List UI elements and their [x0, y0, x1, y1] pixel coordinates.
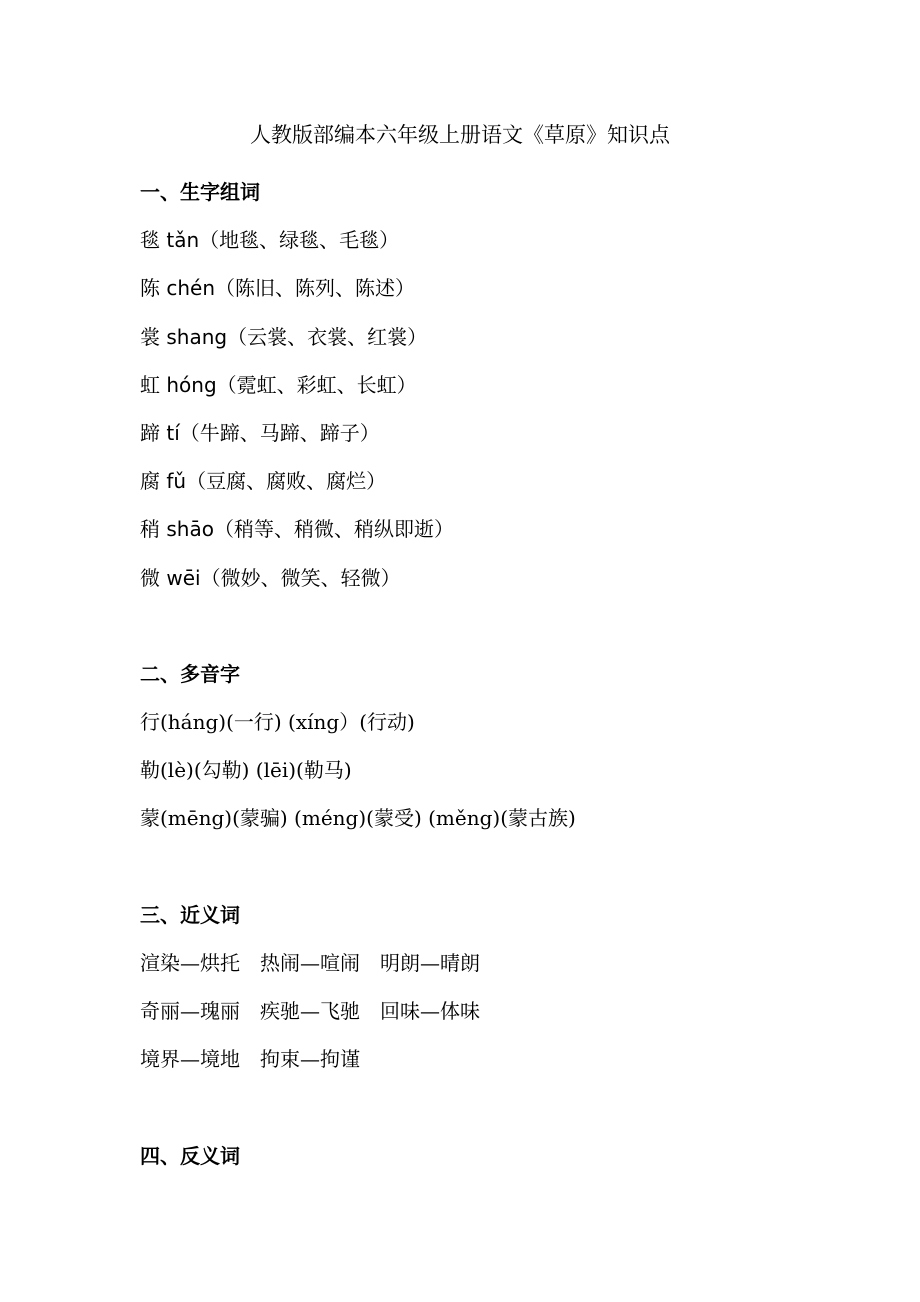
- vocab-char: 毯: [140, 228, 160, 253]
- vocab-words: （稍等、稍微、稍纵即逝）: [213, 517, 454, 542]
- synonym-pair: 境界—境地: [140, 1047, 240, 1072]
- vocab-char: 陈: [140, 276, 160, 301]
- polyphonic-line: 勒(lè)(勾勒) (lēi)(勒马): [140, 758, 352, 783]
- synonym-pair: 拘束—拘谨: [260, 1047, 360, 1072]
- vocab-item: [140, 361, 840, 409]
- vocab-char: 虹: [140, 372, 160, 397]
- vocab-words: （地毯、绿毯、毛毯）: [199, 228, 400, 253]
- blank-line: [140, 602, 840, 650]
- vocab-item: [140, 505, 840, 553]
- vocab-words: （霓虹、彩虹、长虹）: [216, 372, 417, 397]
- vocab-item: [140, 457, 840, 505]
- synonym-pair: 回味—体味: [380, 999, 480, 1024]
- vocab-char: 蹄: [140, 420, 160, 445]
- vocab-pinyin: shāo: [166, 517, 214, 542]
- vocab-words: （陈旧、陈列、陈述）: [215, 276, 416, 301]
- vocab-char: 腐: [140, 469, 160, 494]
- vocab-pinyin: hóng: [166, 372, 217, 397]
- blank-line: [140, 1084, 840, 1132]
- vocab-pinyin: wēi: [166, 565, 201, 590]
- vocab-char: 稍: [140, 517, 160, 542]
- vocab-words: （牛蹄、马蹄、蹄子）: [179, 420, 380, 445]
- vocab-item: [140, 216, 840, 264]
- vocab-pinyin: tí: [166, 420, 180, 445]
- synonym-pair: 疾驰—飞驰: [260, 999, 360, 1024]
- vocab-item: [140, 554, 840, 602]
- document-title: 人教版部编本六年级上册语文《草原》知识点: [250, 123, 670, 147]
- document-body: [140, 168, 840, 1180]
- vocab-words: （豆腐、腐败、腐烂）: [186, 469, 387, 494]
- section-heading-polyphonic: 二、多音字: [140, 661, 240, 686]
- synonym-pair: 明朗—晴朗: [380, 951, 480, 975]
- vocab-pinyin: fǔ: [166, 469, 187, 494]
- vocab-char: 微: [140, 565, 160, 590]
- vocab-pinyin: shang: [166, 324, 228, 349]
- section-heading-new-characters: 一、生字组词: [140, 180, 260, 204]
- vocab-words: （云裳、衣裳、红裳）: [227, 324, 428, 349]
- synonym-row: [140, 939, 840, 987]
- synonym-pair: 奇丽—瑰丽: [140, 999, 240, 1024]
- section-heading-synonyms: 三、近义词: [140, 902, 240, 927]
- vocab-item: [140, 313, 840, 361]
- synonym-pair: 渲染—烘托: [140, 951, 240, 975]
- blank-line: [140, 843, 840, 891]
- vocab-item: [140, 264, 840, 312]
- polyphonic-line: 行(háng)(一行) (xíng）(行动): [140, 710, 415, 735]
- synonym-row: [140, 1035, 840, 1083]
- vocab-item: [140, 409, 840, 457]
- synonym-row: [140, 987, 840, 1035]
- vocab-words: （微妙、微笑、轻微）: [200, 565, 401, 590]
- vocab-pinyin: chén: [166, 276, 216, 301]
- vocab-pinyin: tǎn: [166, 228, 200, 253]
- synonym-pair: 热闹—喧闹: [260, 951, 360, 975]
- polyphonic-line: 蒙(mēng)(蒙骗) (méng)(蒙受) (měng)(蒙古族): [140, 806, 576, 831]
- vocab-char: 裳: [140, 324, 160, 349]
- section-heading-antonyms: 四、反义词: [140, 1143, 240, 1168]
